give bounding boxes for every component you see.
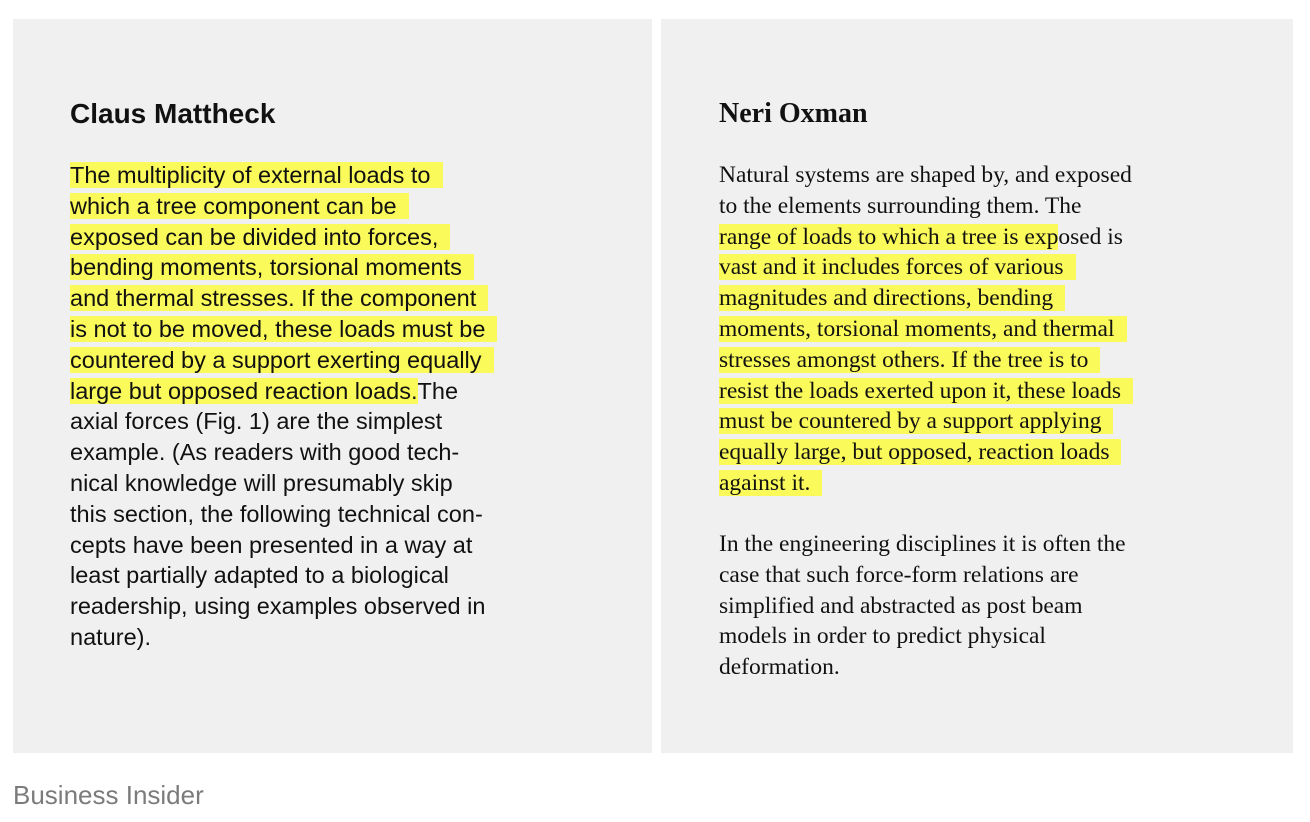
plain-text: this section, the following technical con- (70, 500, 483, 527)
plain-text: The (417, 377, 459, 404)
plain-text: to the elements surrounding them. The (719, 192, 1082, 219)
plain-text: example. (As readers with good tech- (70, 439, 460, 466)
quote-line (70, 530, 570, 561)
quote-line (70, 252, 570, 283)
plain-text: axial forces (Fig. 1) are the simplest (70, 408, 443, 435)
highlighted-text: countered by a support exerting equally (70, 347, 494, 373)
quote-line (719, 160, 1219, 191)
quote-line (70, 560, 570, 591)
highlighted-text: must be countered by a support applying (719, 408, 1113, 434)
quote-line (70, 622, 570, 653)
highlighted-text: and thermal stresses. If the component (70, 285, 488, 311)
plain-text: least partially adapted to a biological (70, 562, 449, 589)
plain-text: Natural systems are shaped by, and exposed (719, 162, 1132, 188)
quote-line (719, 314, 1219, 345)
highlighted-text: vast and it includes forces of various (719, 254, 1076, 280)
quote-line: simplified and abstracted as post beam (719, 592, 1083, 619)
quote-line (719, 191, 1219, 222)
mattheck-title: Claus Mattheck (70, 98, 276, 129)
highlighted-text: bending moments, torsional moments (70, 254, 474, 280)
highlighted-text: exposed can be divided into forces, (70, 224, 450, 250)
plain-text: cepts have been presented in a way at (70, 531, 473, 558)
quote-line: models in order to predict physical (719, 623, 1046, 650)
highlighted-text: stresses amongst others. If the tree is to (719, 347, 1100, 373)
highlighted-text: equally large, but opposed, reaction loads (719, 439, 1121, 465)
quote-line (719, 406, 1219, 437)
highlighted-text: is not to be moved, these loads must be (70, 316, 497, 342)
quote-line (70, 160, 570, 191)
highlighted-text: resist the loads exerted upon it, these loads (719, 378, 1133, 404)
highlighted-text: range of loads to which a tree is exp (719, 223, 1059, 250)
highlighted-text: moments, torsional moments, and thermal (719, 316, 1127, 342)
plain-text: nical knowledge will presumably skip (70, 469, 453, 496)
quote-line: deformation. (719, 654, 840, 681)
quote-line (70, 222, 570, 253)
quote-line (719, 252, 1219, 283)
quote-line (70, 499, 570, 530)
quote-line (719, 222, 1219, 253)
highlighted-text: magnitudes and directions, bending (719, 285, 1065, 311)
plain-text: readership, using examples observed in (70, 593, 486, 620)
quote-line (719, 376, 1219, 407)
highlighted-text: large but opposed reaction loads. (70, 377, 418, 404)
quote-line (70, 376, 570, 407)
plain-text: osed is (1058, 223, 1123, 250)
quote-line (719, 345, 1219, 376)
quote-line (719, 283, 1219, 314)
quote-line (70, 191, 570, 222)
quote-line: case that such force-form relations are (719, 561, 1079, 588)
quote-line (70, 283, 570, 314)
quote-line (70, 345, 570, 376)
quote-line (70, 468, 570, 499)
oxman-title: Neri Oxman (719, 98, 868, 129)
quote-line (70, 437, 570, 468)
mattheck-quote (70, 160, 570, 653)
quote-line (70, 591, 570, 622)
oxman-panel (661, 19, 1293, 753)
quote-line: In the engineering disciplines it is often the (719, 531, 1126, 557)
quote-line (70, 314, 570, 345)
highlighted-text: against it. (719, 470, 822, 496)
quote-line (70, 406, 570, 437)
mattheck-panel (13, 19, 652, 753)
quote-line (719, 437, 1219, 468)
oxman-quote-paragraph-2 (719, 529, 1219, 683)
image-credit: Business Insider (13, 780, 204, 810)
highlighted-text: which a tree component can be (70, 193, 409, 219)
quote-line (719, 468, 1219, 499)
plain-text: nature). (70, 623, 151, 650)
oxman-quote-paragraph-1 (719, 160, 1219, 499)
highlighted-text: The multiplicity of external loads to (70, 162, 443, 188)
